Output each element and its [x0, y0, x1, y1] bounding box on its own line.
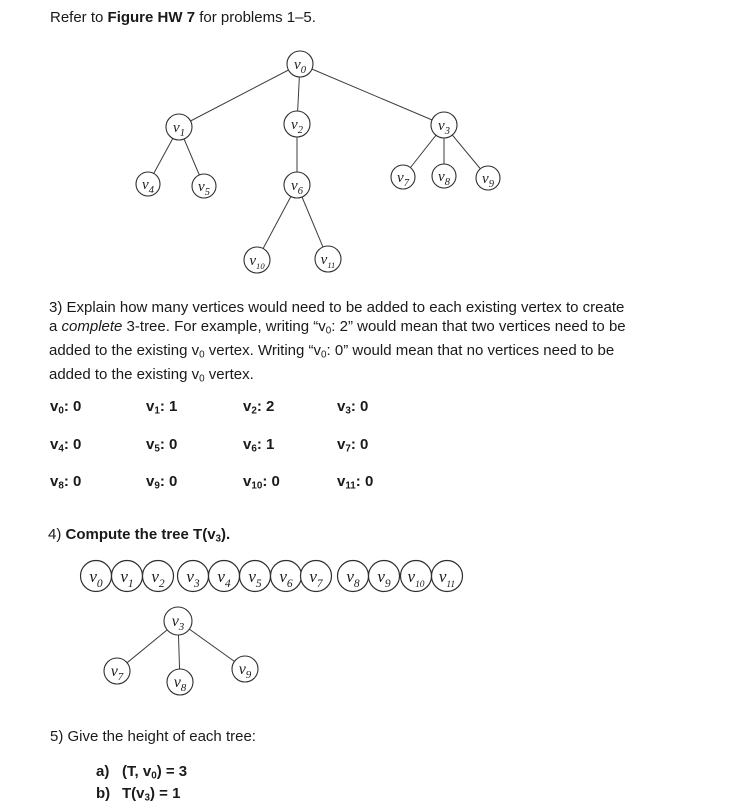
text-segment: ) = 1 — [150, 785, 181, 801]
text-segment: : 0 — [159, 473, 178, 490]
tree-node-label: $v_{11}$ — [438, 567, 456, 590]
tree-node-v5 — [192, 174, 216, 198]
tree-node-v10 — [244, 247, 270, 273]
tree-node-v7 — [391, 165, 415, 189]
tree-node-label: $v_2$ — [151, 567, 165, 590]
tree-node-v9 — [369, 561, 400, 592]
text-line — [49, 317, 719, 341]
text-subscript: 3 — [345, 405, 351, 417]
tree-node-label: $v_6$ — [279, 567, 293, 590]
text-segment: v — [50, 473, 59, 490]
text-segment: added to the existing v — [49, 341, 200, 359]
tree-node-label: $v_7$ — [309, 567, 323, 590]
text-subscript: 0 — [199, 349, 205, 361]
text-subscript: 11 — [345, 480, 356, 492]
text-subscript: 8 — [58, 480, 64, 492]
text-segment: complete — [61, 318, 123, 336]
vertex-row — [78, 556, 478, 598]
tree-node-v10 — [401, 561, 432, 592]
text-subscript: 5 — [154, 442, 160, 454]
tree-node-label: $v_{10}$ — [407, 567, 425, 590]
text-segment: : 0 — [63, 435, 82, 453]
text-segment: : 2” would mean that two vertices need to be — [331, 318, 626, 336]
tree-node-label: $v_2$ — [291, 117, 303, 136]
answer-cell — [146, 473, 243, 511]
tree-node-v11 — [315, 246, 341, 272]
text-segment: 4) — [48, 526, 66, 543]
q5-answer-item — [96, 763, 187, 785]
text-segment: v — [146, 473, 155, 490]
tree-node-label: $v_0$ — [294, 57, 306, 76]
text-subscript: 9 — [154, 480, 160, 492]
text-segment: v — [243, 473, 252, 490]
text-segment: : 0 — [63, 398, 82, 415]
tree-node-v6 — [284, 172, 310, 198]
text-segment: T(v — [122, 785, 145, 801]
question-5-heading: 5) Give the height of each tree: — [50, 728, 256, 745]
tree-node-label: $v_0$ — [89, 567, 103, 590]
text-subscript: 0 — [199, 373, 205, 385]
text-segment: added to the existing v — [49, 365, 200, 383]
text-line — [49, 341, 719, 365]
text-segment: v — [146, 398, 155, 415]
text-segment: : 0 — [355, 473, 374, 490]
q5-answer-value — [122, 763, 187, 785]
tree-node-label: $v_8$ — [346, 567, 360, 590]
answer-cell — [337, 473, 447, 511]
text-line — [49, 298, 719, 317]
tree-node-v0 — [81, 561, 112, 592]
text-subscript: 3 — [144, 792, 150, 801]
tree-node-label: $v_7$ — [397, 170, 409, 189]
text-subscript: 7 — [345, 442, 351, 454]
text-segment: : 0 — [350, 435, 369, 453]
answer-cell — [337, 436, 447, 474]
text-segment: for problems 1–5. — [195, 9, 316, 26]
question-4-heading — [48, 526, 230, 544]
text-segment: Compute the tree T(v — [65, 526, 216, 543]
text-segment: Refer to — [50, 9, 108, 26]
tree-node-v3 — [164, 607, 192, 635]
tree-node-v11 — [432, 561, 463, 592]
text-segment: : 0 — [262, 473, 280, 490]
text-segment: v — [337, 473, 346, 490]
answer-cell — [146, 398, 243, 436]
answer-row — [50, 436, 447, 474]
text-segment: vertex. — [204, 365, 254, 383]
text-segment: : 1 — [256, 435, 275, 453]
tree-node-label: $v_4$ — [142, 177, 154, 196]
q5-answer-value — [122, 785, 180, 801]
text-segment: 3) Explain how many vertices would need to be added to each existing vertex to create — [49, 299, 625, 316]
tree-node-v2 — [143, 561, 174, 592]
tree-node-label: $v_5$ — [198, 179, 210, 198]
text-subscript: 0 — [321, 349, 327, 361]
answer-cell — [243, 473, 337, 511]
tree-node-label: $v_4$ — [217, 567, 231, 590]
tree-node-label: $v_1$ — [173, 120, 185, 139]
text-segment: v — [146, 435, 155, 453]
answer-cell — [337, 398, 447, 436]
tree-node-v6 — [271, 561, 302, 592]
answer-cell — [146, 436, 243, 474]
text-segment: v — [50, 398, 59, 415]
text-subscript: 0 — [58, 405, 64, 417]
text-segment: : 1 — [159, 398, 178, 415]
tree-node-v7 — [104, 658, 130, 684]
tree-node-label: $v_7$ — [110, 663, 124, 683]
text-segment: v — [243, 398, 252, 415]
tree-node-v0 — [287, 51, 313, 77]
tree-node-label: $v_9$ — [482, 171, 494, 190]
tree-node-v3 — [431, 112, 457, 138]
tree-node-label: $v_1$ — [120, 567, 134, 590]
text-segment: v — [337, 398, 346, 415]
text-segment: v — [243, 435, 252, 453]
tree-node-v1 — [166, 114, 192, 140]
tree-edge — [300, 64, 444, 125]
text-segment: Figure HW 7 — [107, 9, 196, 26]
tree-node-label: $v_{11}$ — [320, 252, 336, 270]
tree-node-v4 — [136, 172, 160, 196]
q5-answer-label: b) — [96, 785, 111, 801]
question-3-paragraph — [49, 298, 719, 388]
text-segment: ). — [221, 526, 231, 543]
t-v3-tree — [95, 602, 275, 702]
tree-node-label: $v_8$ — [438, 169, 450, 188]
text-segment: ) = 3 — [156, 763, 188, 780]
answer-cell — [50, 473, 146, 511]
text-subscript: 6 — [251, 442, 257, 454]
text-segment: v — [337, 435, 346, 453]
tree-node-label: $v_3$ — [438, 118, 450, 137]
tree-node-label: $v_9$ — [377, 567, 391, 590]
tree-node-label: $v_{10}$ — [249, 253, 265, 271]
answer-row — [50, 473, 447, 511]
text-subscript: 1 — [154, 405, 160, 417]
tree-node-v4 — [209, 561, 240, 592]
answer-cell — [50, 398, 146, 436]
figure-hw7-tree — [120, 45, 540, 295]
answer-cell — [50, 436, 146, 474]
text-segment: vertex. Writing “v — [204, 341, 322, 359]
text-segment: : 0 — [63, 473, 82, 490]
tree-node-v2 — [284, 111, 310, 137]
question-3-answers-grid — [50, 398, 447, 511]
answer-row — [50, 398, 447, 436]
tree-node-label: $v_3$ — [171, 613, 185, 633]
q5-answer-item — [96, 785, 187, 801]
text-subscript: 4 — [58, 442, 64, 454]
tree-edge — [179, 64, 300, 127]
tree-node-v3 — [178, 561, 209, 592]
text-segment: (T, v — [122, 763, 152, 780]
text-segment: : 2 — [256, 398, 275, 415]
tree-node-label: $v_8$ — [173, 674, 187, 694]
tree-node-v9 — [476, 166, 500, 190]
tree-node-v9 — [232, 656, 258, 682]
answer-cell — [243, 436, 337, 474]
text-segment: a — [49, 318, 62, 336]
tree-node-label: $v_5$ — [248, 567, 262, 590]
text-subscript: 0 — [151, 770, 157, 782]
question-5-answers — [96, 763, 187, 801]
tree-node-label: $v_3$ — [186, 567, 200, 590]
tree-node-label: $v_6$ — [291, 178, 303, 197]
text-segment: 3-tree. For example, writing “v — [122, 318, 326, 336]
text-segment: : 0 — [159, 435, 178, 453]
q5-answer-label: a) — [96, 763, 110, 780]
tree-node-v1 — [112, 561, 143, 592]
text-subscript: 3 — [215, 533, 222, 545]
text-subscript: 2 — [251, 405, 257, 417]
tree-node-v8 — [432, 164, 456, 188]
tree-node-v7 — [301, 561, 332, 592]
header-text — [50, 9, 316, 26]
tree-node-label: $v_9$ — [238, 661, 252, 681]
tree-node-v8 — [167, 669, 193, 695]
text-segment: v — [50, 435, 59, 453]
tree-node-v8 — [338, 561, 369, 592]
text-segment: : 0 — [350, 398, 369, 415]
answer-cell — [243, 398, 337, 436]
text-subscript: 10 — [251, 480, 263, 492]
text-segment: : 0” would mean that no vertices need to be — [326, 341, 615, 359]
text-line — [49, 365, 719, 389]
text-subscript: 0 — [325, 325, 332, 337]
tree-node-v5 — [240, 561, 271, 592]
